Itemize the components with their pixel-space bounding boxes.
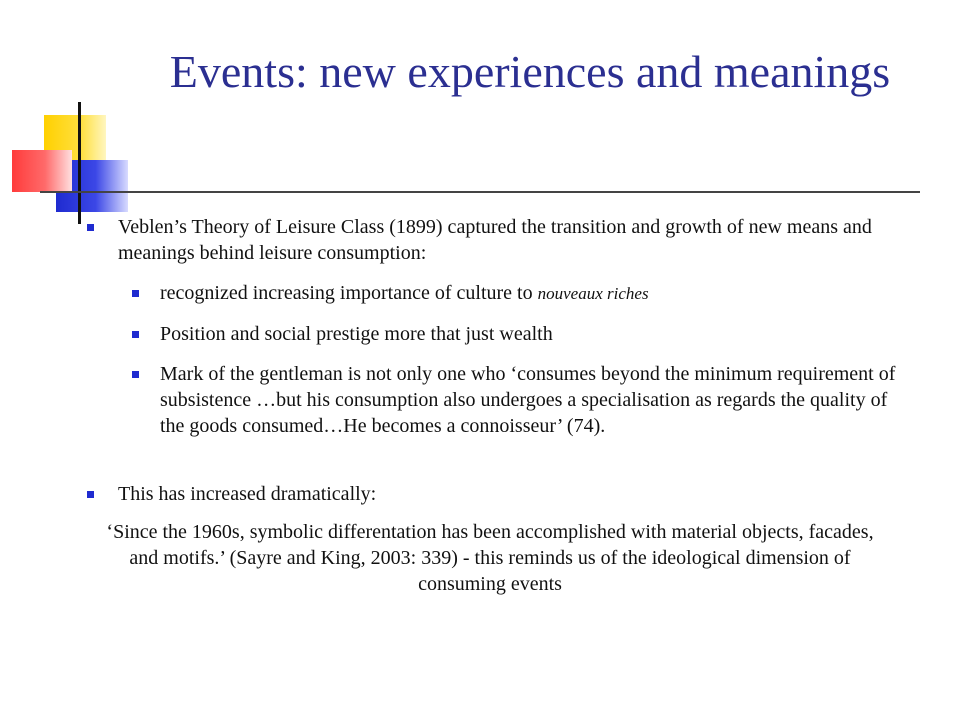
bullet-veblen xyxy=(80,214,900,266)
bullet-marker xyxy=(87,491,94,498)
bullet-text: Veblen’s Theory of Leisure Class (1899) captured the transition and growth of new means and meanings behind leisure consumption: xyxy=(118,216,872,264)
title-divider-line xyxy=(40,191,920,193)
quote-sayre-king: ‘Since the 1960s, symbolic differentation has been accomplished with material objects, facades, and motifs.’ (Sayre and King, 2003: 339) - this reminds us of the ideological dimension of consuming events xyxy=(106,521,874,595)
slide-title: Events: new experiences and meanings xyxy=(169,46,891,97)
sub-bullet-prestige xyxy=(80,321,900,347)
sub-bullet-text: recognized increasing importance of culture to xyxy=(160,282,538,304)
sub-bullet-text: Mark of the gentleman is not only one who ‘consumes beyond the minimum requirement of subsistence …but his consumption also undergoes a specialisation as regards the quality of the goods consumed…He becomes a connoisseur’ (74). xyxy=(160,363,896,437)
bullet-marker xyxy=(87,224,94,231)
slide-body xyxy=(80,214,900,597)
bullet-marker xyxy=(132,371,139,378)
bullet-marker xyxy=(132,331,139,338)
sub-bullet-italic: nouveaux riches xyxy=(537,284,649,303)
decorative-red-square xyxy=(12,150,72,192)
bullet-marker xyxy=(132,290,139,297)
bullet-increase xyxy=(80,481,900,507)
sub-bullet-culture xyxy=(80,280,900,307)
decorative-vertical-line xyxy=(78,102,81,224)
sub-bullet-text: Position and social prestige more that just wealth xyxy=(160,323,553,345)
sub-bullet-gentleman xyxy=(80,361,900,439)
bullet-text: This has increased dramatically: xyxy=(118,483,377,505)
